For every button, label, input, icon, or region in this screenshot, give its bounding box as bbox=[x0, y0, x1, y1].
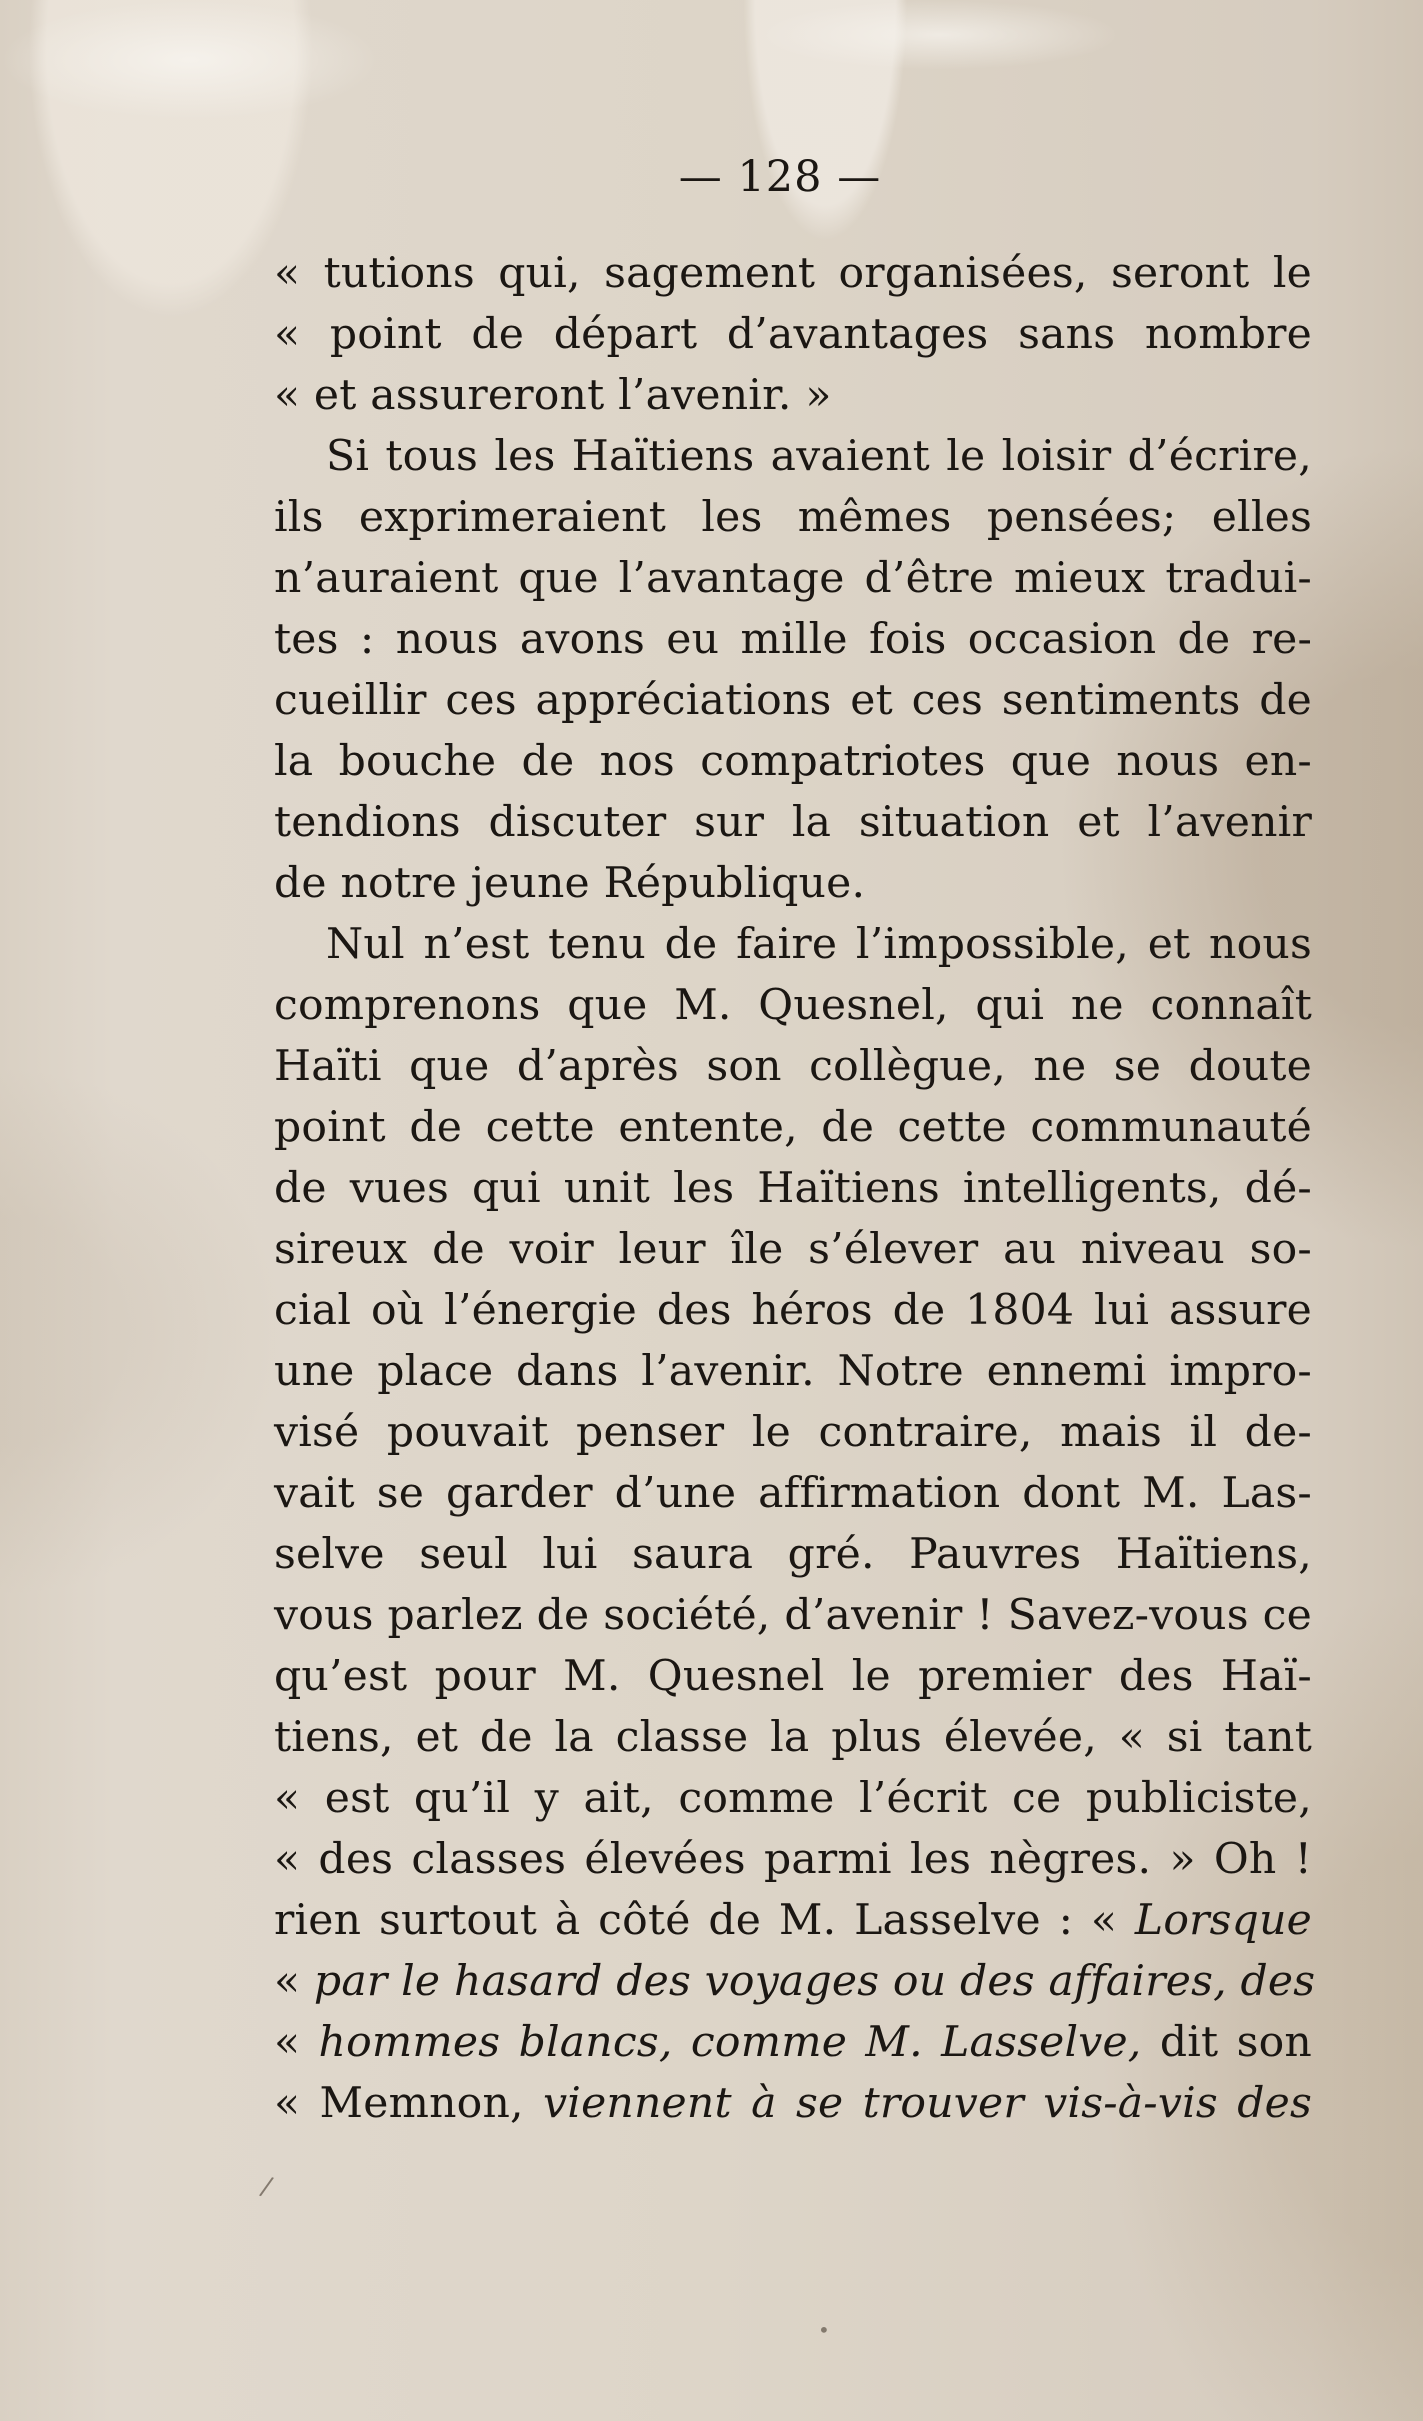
text-line-1: « tutions qui, sagement organisées, seront le bbox=[274, 249, 1312, 298]
text-line-28-italic: Lorsque bbox=[1134, 1896, 1312, 1945]
text-line-29-italic: par le hasard des voyages ou des affaires, des bbox=[313, 1957, 1316, 2006]
text-line-30-italic: hommes blancs, comme M. Lasselve, bbox=[318, 2018, 1142, 2067]
text-line-15: point de cette entente, de cette communauté bbox=[274, 1103, 1312, 1152]
text-line-17: sireux de voir leur île s’élever au niveau so- bbox=[274, 1225, 1312, 1274]
text-line-30-quote: « bbox=[274, 2018, 319, 2067]
text-line-31 bbox=[274, 2079, 1312, 2128]
small-ink-mark: / bbox=[257, 2171, 276, 2203]
text-line-30-regular: dit son bbox=[1141, 2018, 1312, 2067]
text-line-31-italic: viennent à se trouver vis-à-vis des bbox=[543, 2079, 1312, 2128]
text-line-24: qu’est pour M. Quesnel le premier des Haï- bbox=[274, 1652, 1312, 1701]
text-line-28-regular: rien surtout à côté de M. Lasselve : « bbox=[274, 1896, 1135, 1945]
text-line-16: de vues qui unit les Haïtiens intelligents, dé- bbox=[274, 1164, 1312, 1213]
text-line-7: tes : nous avons eu mille fois occasion de re- bbox=[274, 615, 1312, 664]
text-line-23: vous parlez de société, d’avenir ! Savez-vous ce bbox=[274, 1591, 1312, 1640]
text-line-12: Nul n’est tenu de faire l’impossible, et nous bbox=[326, 920, 1312, 969]
text-line-27: « des classes élevées parmi les nègres. » Oh ! bbox=[274, 1835, 1312, 1884]
text-line-20: visé pouvait penser le contraire, mais il de- bbox=[274, 1408, 1312, 1457]
text-line-8: cueillir ces appréciations et ces sentiments de bbox=[274, 676, 1312, 725]
page-number: — 128 — bbox=[678, 152, 882, 202]
text-line-3: « et assureront l’avenir. » bbox=[274, 371, 832, 420]
text-line-26: « est qu’il y ait, comme l’écrit ce publiciste, bbox=[274, 1774, 1312, 1823]
text-line-21: vait se garder d’une affirmation dont M. Las- bbox=[274, 1469, 1312, 1518]
text-line-11: de notre jeune République. bbox=[274, 859, 866, 908]
text-line-10: tendions discuter sur la situation et l’avenir bbox=[274, 798, 1312, 847]
text-line-5: ils exprimeraient les mêmes pensées; elles bbox=[274, 493, 1312, 542]
text-line-30 bbox=[274, 2018, 1312, 2067]
small-paper-speck: • bbox=[818, 2318, 830, 2342]
text-line-13: comprenons que M. Quesnel, qui ne connaît bbox=[274, 981, 1312, 1030]
text-line-19: une place dans l’avenir. Notre ennemi impro- bbox=[274, 1347, 1312, 1396]
text-line-29-quote: « bbox=[274, 1957, 314, 2006]
text-line-18: cial où l’énergie des héros de 1804 lui assure bbox=[274, 1286, 1312, 1335]
text-line-31-regular: « Memnon, bbox=[274, 2079, 544, 2128]
text-line-29 bbox=[274, 1957, 1316, 2006]
text-line-22: selve seul lui saura gré. Pauvres Haïtiens, bbox=[274, 1530, 1312, 1579]
text-line-4: Si tous les Haïtiens avaient le loisir d’écrire, bbox=[326, 432, 1312, 481]
text-line-14: Haïti que d’après son collègue, ne se doute bbox=[274, 1042, 1312, 1091]
text-line-28 bbox=[274, 1896, 1312, 1945]
text-line-25: tiens, et de la classe la plus élevée, « si tant bbox=[274, 1713, 1312, 1762]
text-line-9: la bouche de nos compatriotes que nous en- bbox=[274, 737, 1312, 786]
text-line-2: « point de départ d’avantages sans nombre bbox=[274, 310, 1312, 359]
text-line-6: n’auraient que l’avantage d’être mieux tradui- bbox=[274, 554, 1312, 603]
